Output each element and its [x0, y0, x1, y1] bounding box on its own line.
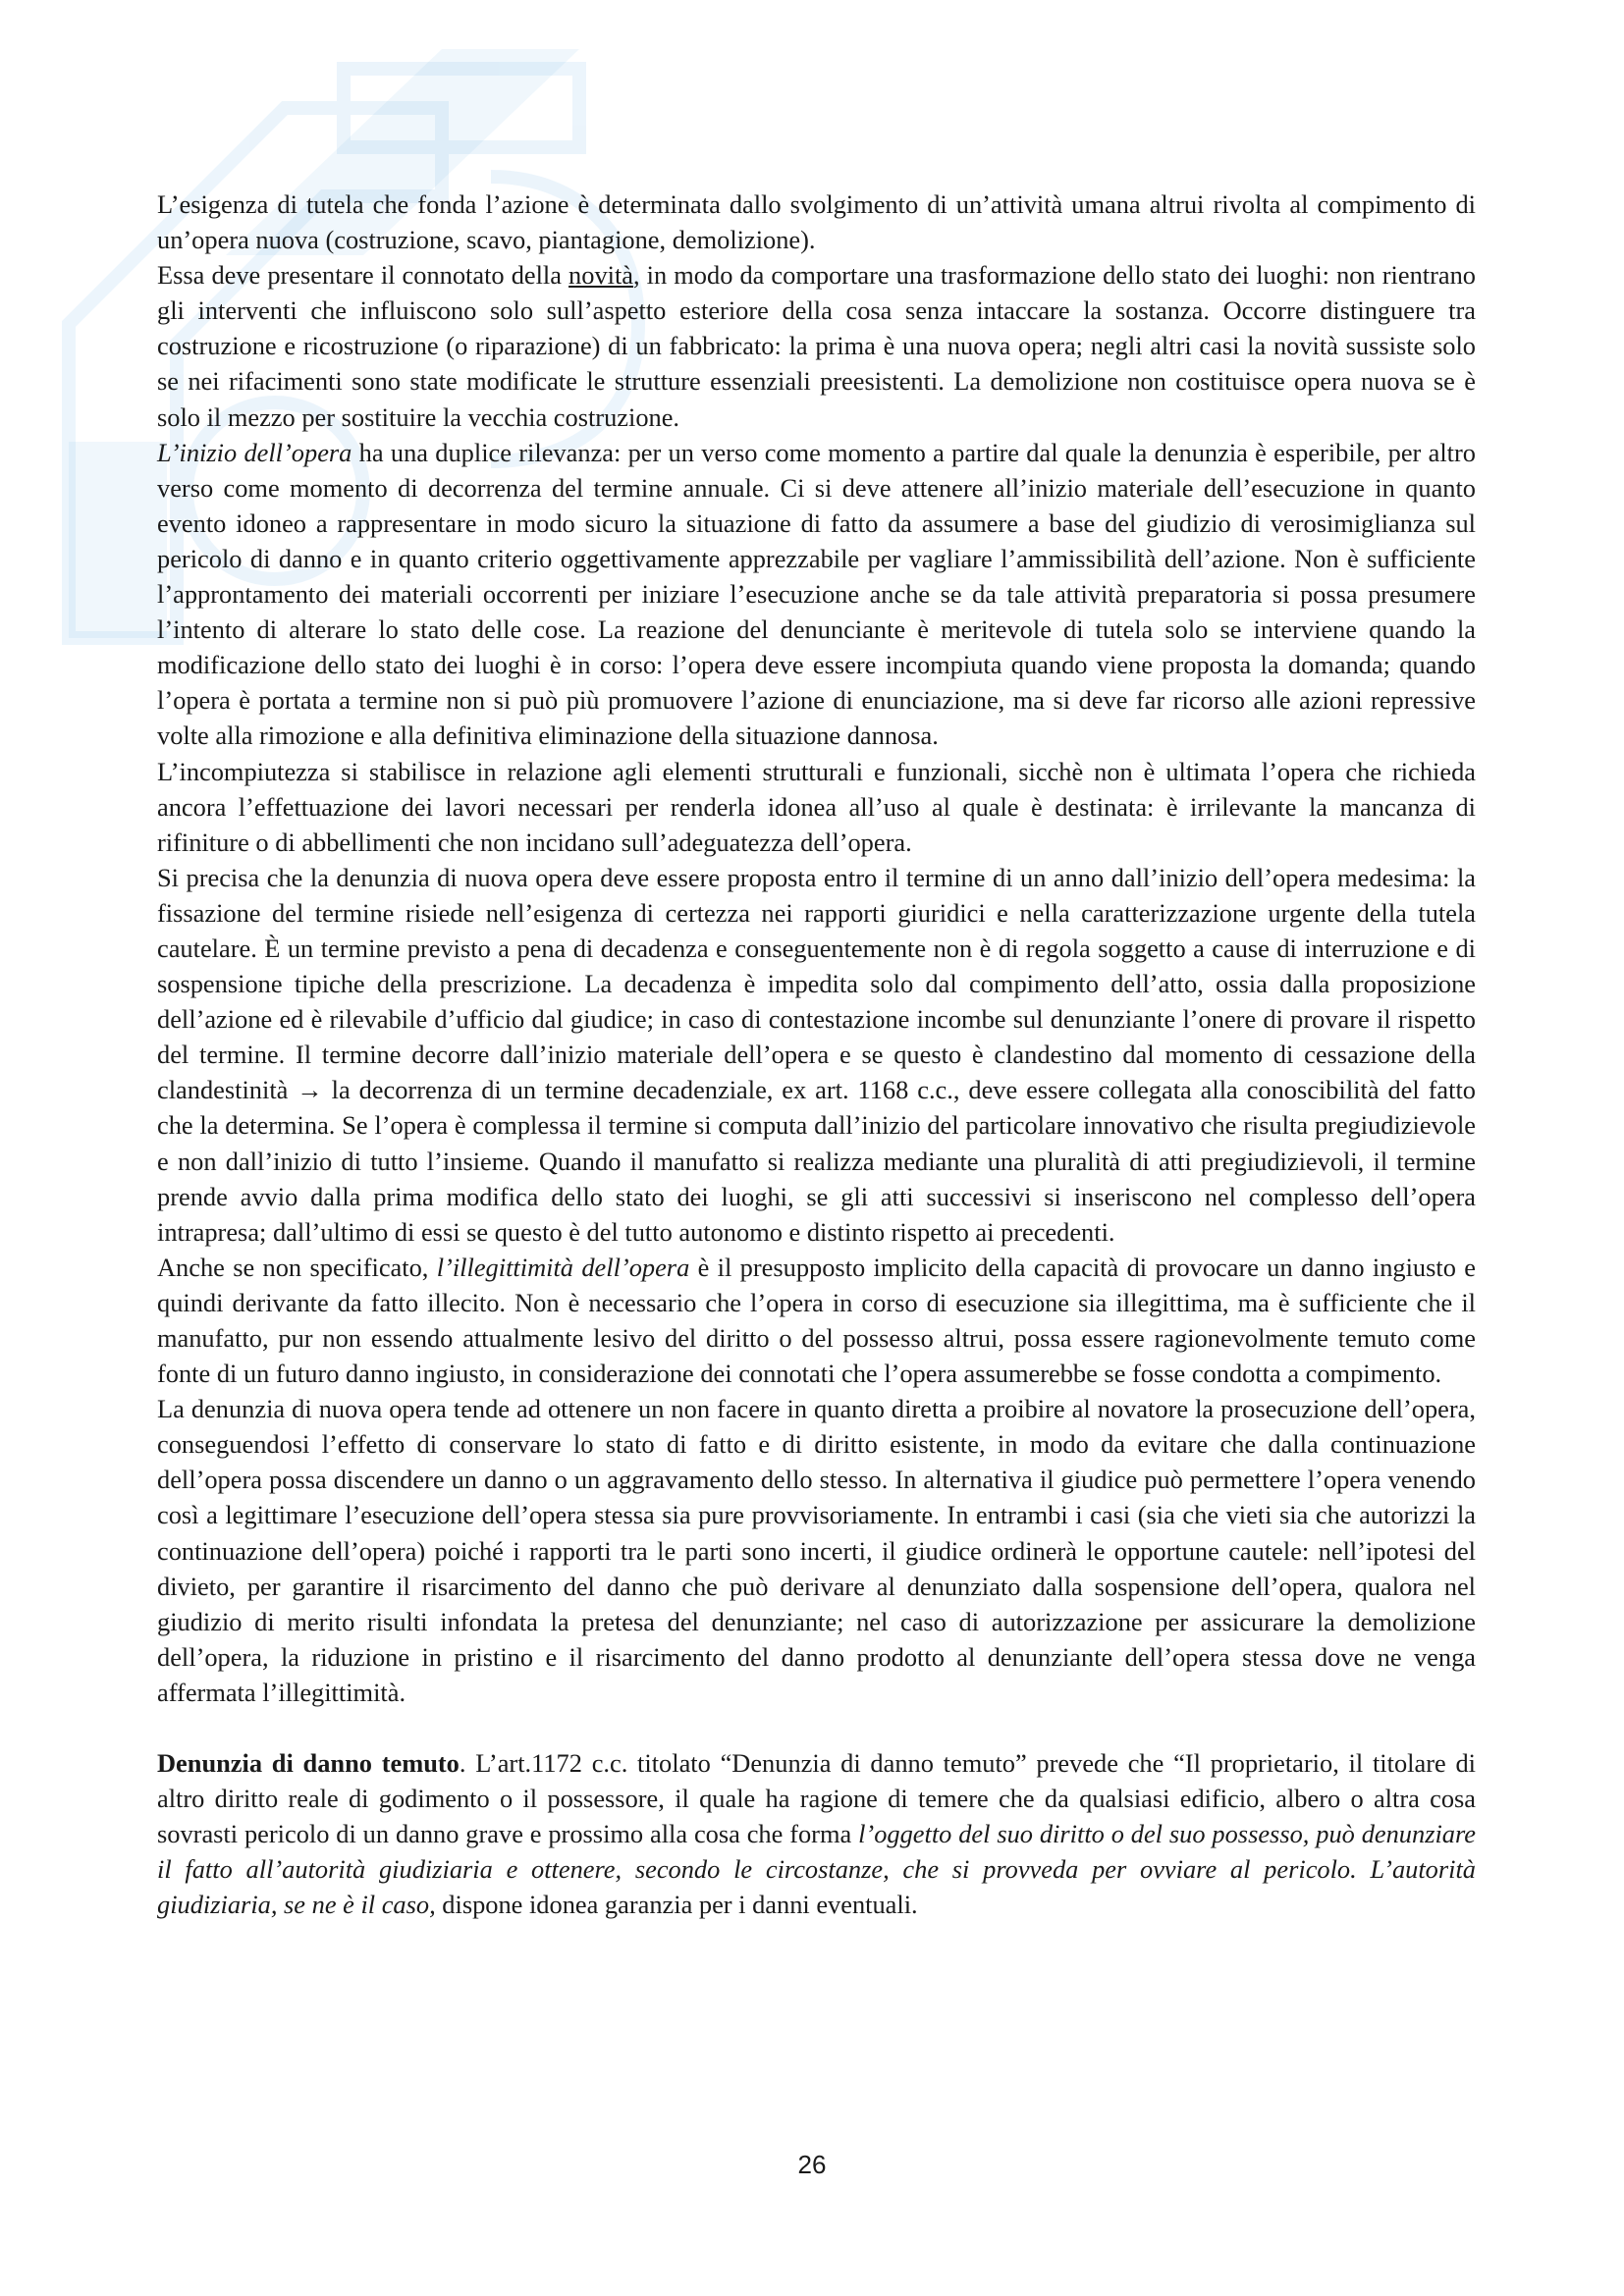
paragraph-danno-temuto: Denunzia di danno temuto. L’art.1172 c.c. titolato “Denunzia di danno temuto” prevede che “Il proprietario, il titolare di altro diritto reale di godimento o il possessore, il quale ha ragione di temere che da qualsiasi edificio, albero o altra cosa sovrasti pericolo di un danno grave e prossimo alla cosa che forma l’oggetto del suo diritto o del suo possesso, può denunziare il fatto all’autorità giudiziaria e ottenere, secondo le circostanze, che si provveda per ovviare al pericolo. L’autorità giudiziaria, se ne è il caso, dispone idonea garanzia per i danni eventuali. [157, 1748, 1476, 1920]
page-body [157, 187, 1476, 1923]
underlined-term-novita: novità [568, 260, 634, 291]
paragraph-illegittimita: Anche se non specificato, l’illegittimità dell’opera è il presupposto implicito della capacità di provocare un danno ingiusto e quindi derivante da fatto illecito. Non è necessario che l’opera in corso di esecuzione sia illegittima, ma è sufficiente che il manufatto, pur non essendo attualmente lesivo del diritto o del possesso altrui, possa essere ragionevolmente temuto come fonte di un futuro danno ingiusto, in considerazione dei connotati che l’opera assumerebbe se fosse condotta a compimento. [157, 1252, 1476, 1389]
paragraph-novita: Essa deve presentare il connotato della novità, in modo da comportare una trasformazione dello stato dei luoghi: non rientrano gli interventi che influiscono solo sull’aspetto esteriore della cosa senza intaccare la sostanza. Occorre distinguere tra costruzione e ricostruzione (o riparazione) di un fabbricato: la prima è una nuova opera; negli altri casi la novità sussiste solo se nei rifacimenti sono state modificate le strutture essenziali preesistenti. La demolizione non costituisce opera nuova se è solo il mezzo per sostituire la vecchia costruzione. [157, 260, 1476, 432]
paragraph-inizio-opera: L’inizio dell’opera ha una duplice rilevanza: per un verso come momento a partire dal quale la denunzia è esperibile, per altro verso come momento di decorrenza del termine annuale. Ci si deve attenere all’inizio materiale dell’esecuzione in quanto evento idoneo a rappresentare in modo sicuro la situazione di fatto da assumere a base del giudizio di verosimiglianza sul pericolo di danno e in quanto criterio oggettivamente apprezzabile per vagliare l’ammissibilità dell’azione. Non è sufficiente l’approntamento dei materiali occorrenti per iniziare l’esecuzione anche se da tale attività preparatoria si possa presumere l’intento di alterare lo stato delle cose. La reazione del denunciante è meritevole di tutela solo se interviene quando la modificazione dello stato dei luoghi è in corso: l’opera deve essere incompiuta quando viene proposta la domanda; quando l’opera è portata a termine non si può più promuovere l’azione di enunciazione, ma si deve far ricorso alle azioni repressive volte alla rimozione e alla definitiva eliminazione della situazione dannosa. [157, 437, 1476, 751]
italic-term-illegittimita: l’illegittimità dell’opera [436, 1252, 690, 1282]
paragraph-incompiutezza: L’incompiutezza si stabilisce in relazione agli elementi strutturali e funzionali, sicchè non è ultimata l’opera che richieda ancora l’effettuazione dei lavori necessari per renderla idonea all’uso al quale è destinata: è irrilevante la mancanza di rifiniture o di abbellimenti che non incidano sull’adeguatezza dell’opera. [157, 756, 1476, 857]
italic-term-inizio: L’inizio dell’opera [157, 437, 352, 467]
italic-quote: l’oggetto del suo diritto o del suo possesso, può denunziare il fatto all’autorità giudiziaria e ottenere, secondo le circostanze, che si provveda per ovviare al pericolo. L’autorità giudiziaria, se ne è il caso, [157, 1819, 1476, 1920]
paragraph-termine: Si precisa che la denunzia di nuova opera deve essere proposta entro il termine di un anno dall’inizio dell’opera medesima: la fissazione del termine risiede nell’esigenza di certezza nei rapporti giuridici e nella caratterizzazione urgente della tutela cautelare. È un termine previsto a pena di decadenza e conseguentemente non è di regola soggetto a cause di interruzione e di sospensione tipiche della prescrizione. La decadenza è impedita solo dal compimento dell’atto, ossia dalla proposizione dell’azione ed è rilevabile d’ufficio dal giudice; in caso di contestazione incombe sul denunziante l’onere di provare il rispetto del termine. Il termine decorre dall’inizio materiale dell’opera e se questo è clandestino dal momento di cessazione della clandestinità → la decorrenza di un termine decadenziale, ex art. 1168 c.c., deve essere collegata alla conoscibilità del fatto che la determina. Se l’opera è complessa il termine si computa dall’inizio del particolare innovativo che risulta pregiudizievole e non dall’inizio di tutto l’insieme. Quando il manufatto si realizza mediante una pluralità di atti pregiudizievoli, il termine prende avvio dalla prima modifica dello stato dei luoghi, se gli atti successivi si inseriscono nel complesso dell’opera intrapresa; dall’ultimo di essi se questo è del tutto autonomo e distinto rispetto ai precedenti. [157, 862, 1476, 1247]
arrow-icon: → [297, 1075, 323, 1105]
section-heading-danno-temuto: Denunzia di danno temuto [157, 1748, 460, 1779]
paragraph-non-facere: La denunzia di nuova opera tende ad ottenere un non facere in quanto diretta a proibire al novatore la prosecuzione dell’opera, conseguendosi l’effetto di conservare lo stato di fatto e di diritto esistente, in modo da evitare che dalla continuazione dell’opera possa discendere un danno o un aggravamento dello stesso. In alternativa il giudice può permettere l’opera venendo così a legittimare l’esecuzione dell’opera stessa sia pure provvisoriamente. In entrambi i casi (sia che vieti sia che autorizzi la continuazione dell’opera) poiché i rapporti tra le parti sono incerti, il giudice ordinerà le opportune cautele: nell’ipotesi del divieto, per garantire il risarcimento del danno che può derivare al denunziato dalla sospensione dell’opera, qualora nel giudizio di merito risulti infondata la pretesa del denunziante; nel caso di autorizzazione per assicurare la demolizione dell’opera, la riduzione in pristino e il risarcimento del danno prodotto al denunziante dell’opera stessa dove ne venga affermata l’illegittimità. [157, 1394, 1476, 1707]
paragraph-opera-nuova: L’esigenza di tutela che fonda l’azione è determinata dallo svolgimento di un’attività umana altrui rivolta al compimento di un’opera nuova (costruzione, scavo, piantagione, demolizione). [157, 189, 1476, 255]
page-number: 26 [797, 2150, 827, 2179]
